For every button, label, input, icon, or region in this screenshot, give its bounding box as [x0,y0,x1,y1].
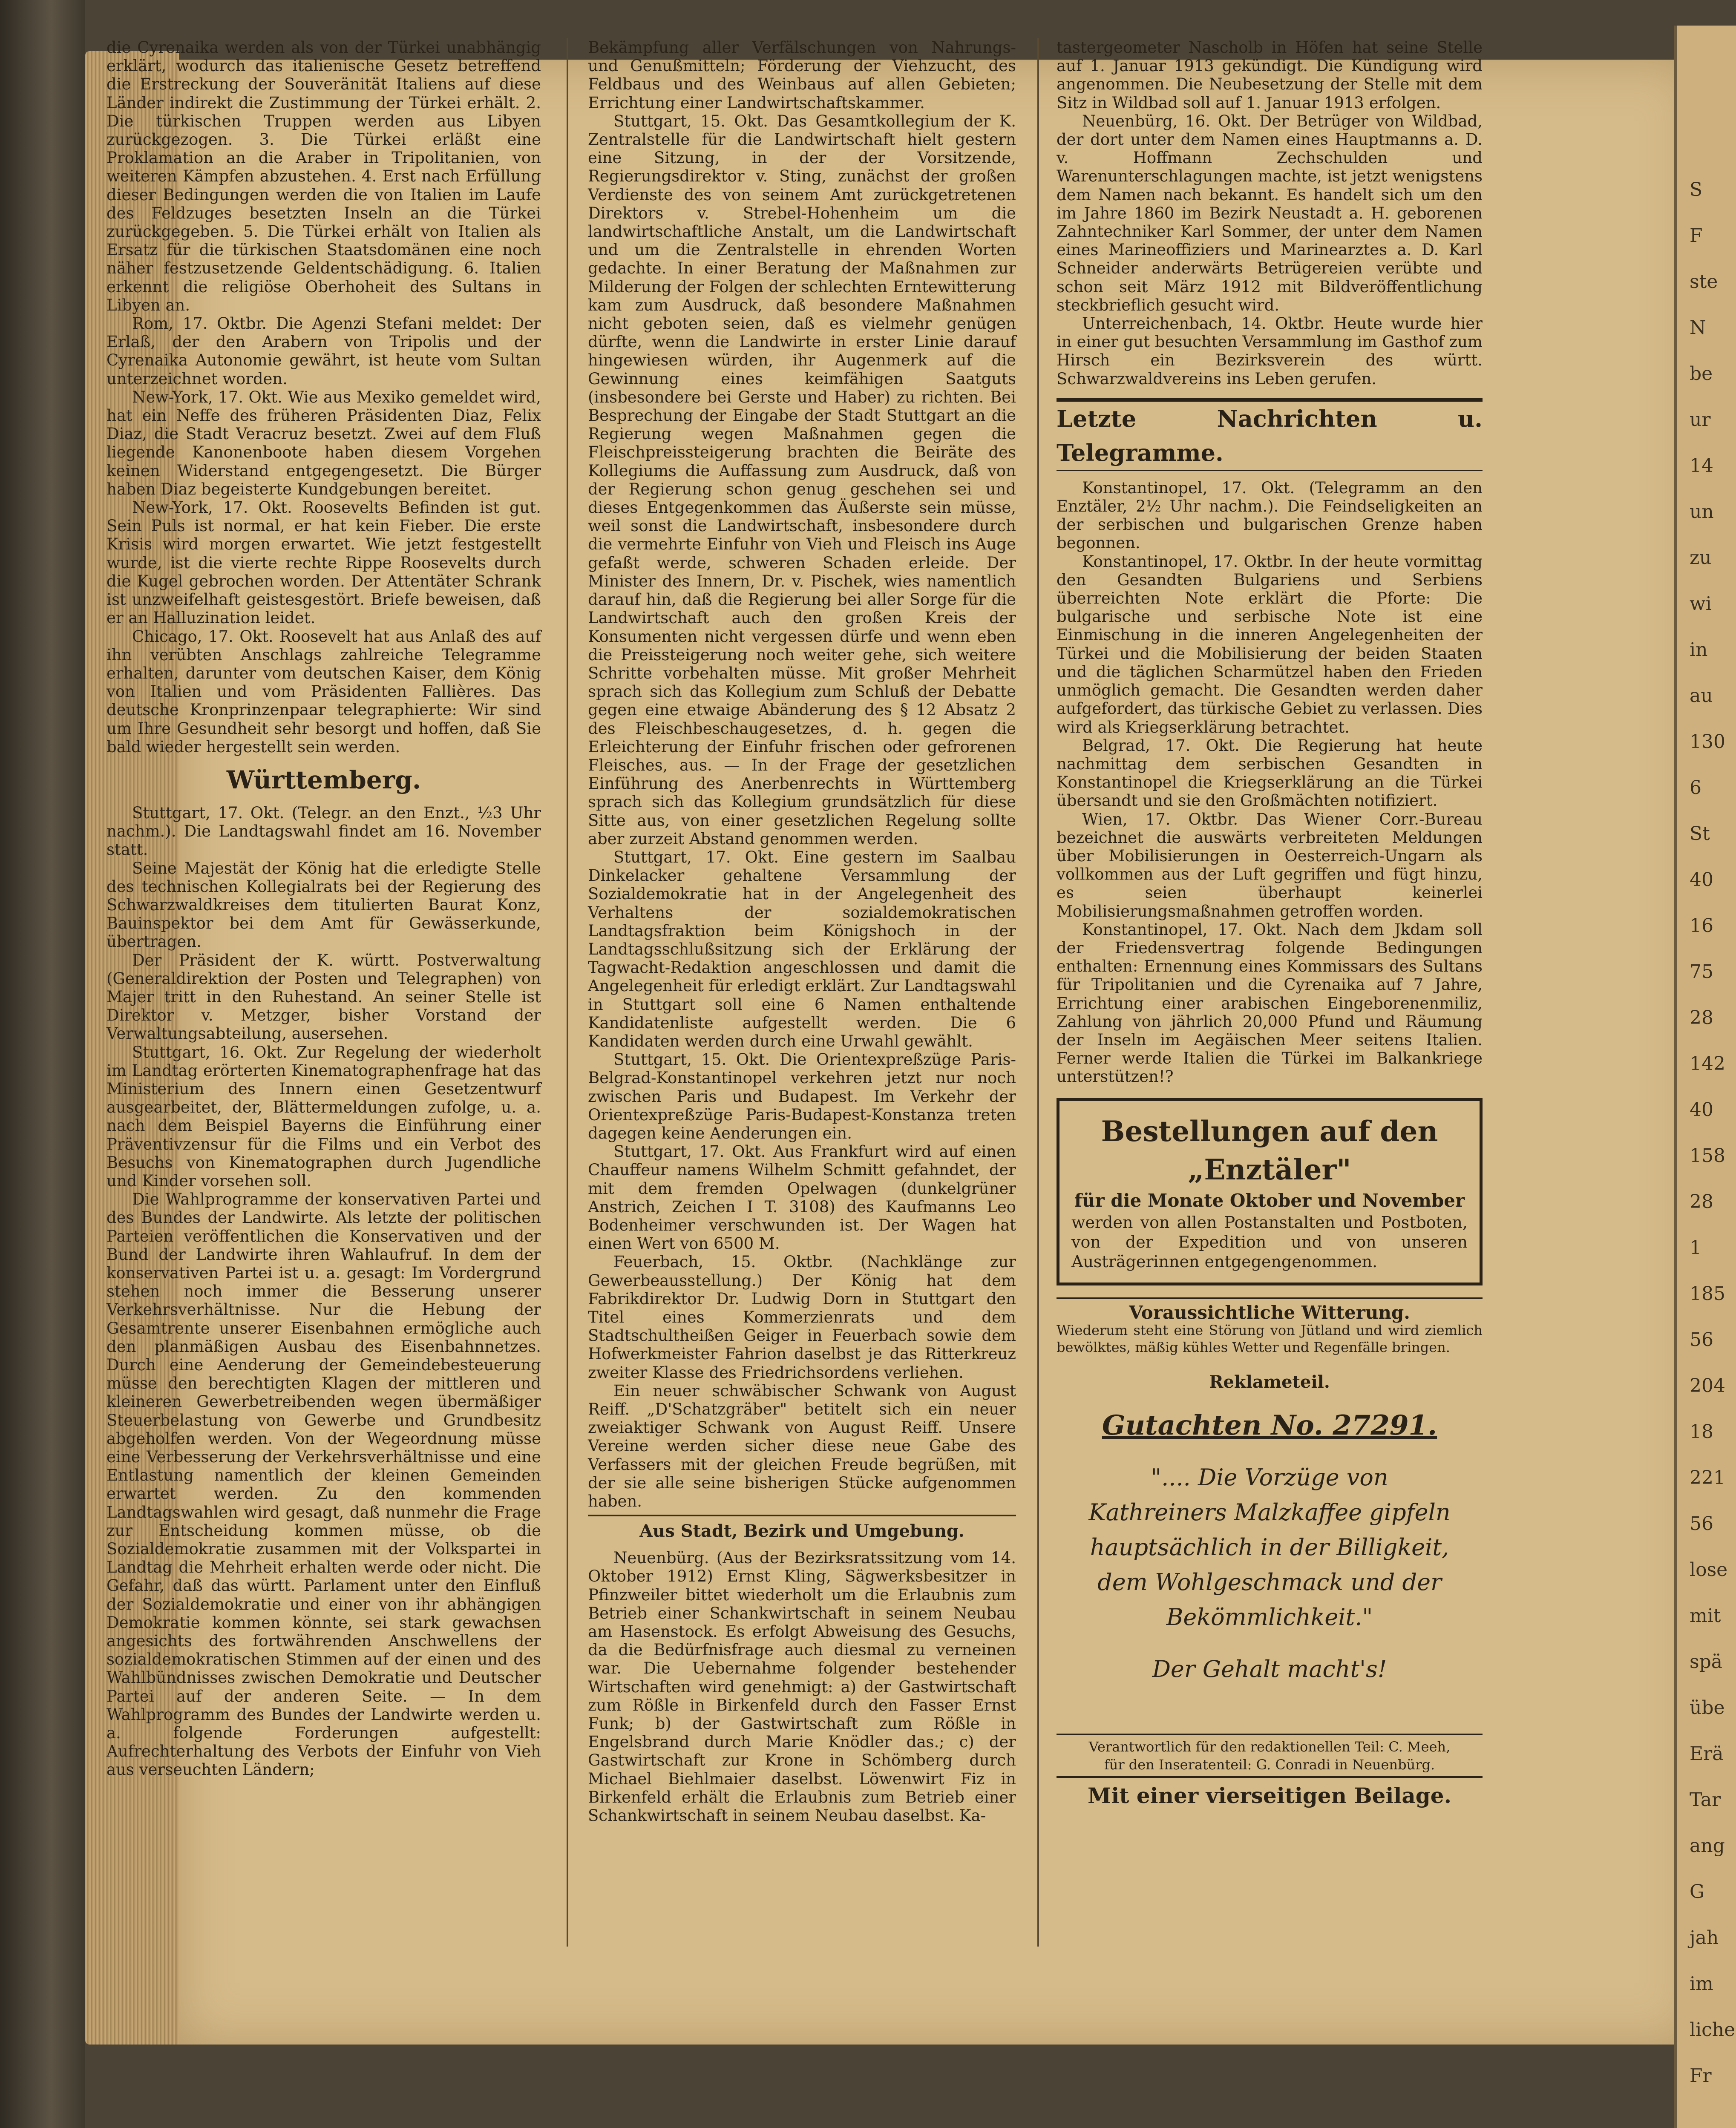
responsible-line: Verantwortlich für den redaktionellen Teil: C. Meeh, [1088,1738,1451,1755]
adjacent-page-fragment [1674,26,1736,2128]
fragment-text: au [1690,685,1713,707]
paragraph: Stuttgart, 17. Okt. Aus Frankfurt wird auf einen Chauffeur namens Wilhelm Schmitt gefahndet, der mit dem fremden Opelwagen (dunkelgrüner Anstrich, Zeichen I T. 3108) des Kaufmanns Leo Bodenheimer verschwunden ist. Der Wagen hat einen Wert von 6500 M. [588,1142,1016,1253]
handwritten-testimonial [1057,1408,1483,1687]
paragraph: Stuttgart, 15. Okt. Die Orientexpreßzüge Paris-Belgrad-Konstantinopel verkehren jetzt nur noch zwischen Paris und Budapest. Im Verkehr der Orientexpreßzüge Paris-Budapest-Konstanza treten dagegen keine Aenderungen ein. [588,1050,1016,1142]
section-heading-wuerttemberg: Württemberg. [226,765,421,794]
paragraph: New-York, 17. Okt. Wie aus Mexiko gemeldet wird, hat ein Neffe des früheren Präsidenten Diaz, Felix Diaz, die Stadt Veracruz besetzt. Zwei auf dem Fluß liegende Kanonenboote haben diesem Vorgehen keinen Widerstand entgegengesetzt. Die Bürger haben Diaz begeisterte Kundgebungen bereitet. [107,388,541,498]
paragraph: Stuttgart, 17. Okt. (Telegr. an den Enzt., ½3 Uhr nachm.). Die Landtagswahl findet am 16. November statt. [107,803,541,859]
subscription-ad [1057,1098,1483,1285]
book-binding [0,0,85,2128]
fragment-text: 185 [1690,1283,1725,1305]
fragment-text: 221 [1690,1467,1725,1489]
responsible-editors [1057,1734,1483,1778]
fragment-text: Tar [1690,1789,1721,1811]
paragraph: Wien, 17. Oktbr. Das Wiener Corr.-Bureau bezeichnet die auswärts verbreiteten Meldungen über Mobilisierungen in Oesterreich-Ungarn als vollkommen aus der Luft gegriffen und fügt hinzu, es seien überhaupt keinerlei Mobilisierungsmaßnahmen getroffen worden. [1057,810,1483,920]
fragment-text: 40 [1690,869,1713,891]
weather-title: Voraussichtliche Witterung. [1129,1302,1410,1323]
fragment-text: 75 [1690,961,1713,983]
fragment-text: in [1690,639,1708,661]
paragraph: Unterreichenbach, 14. Oktbr. Heute wurde hier in einer gut besuchten Versammlung im Gasthof zum Hirsch ein Bezirksverein des württ. Schwarzwaldvereins ins Leben gerufen. [1057,314,1483,388]
paragraph: Stuttgart, 16. Okt. Zur Regelung der wiederholt im Landtag erörterten Kinematographenfrage hat das Ministerium des Innern einen Gesetzentwurf ausgearbeitet, der, Blättermeldungen zufolge, u. a. nach dem Beispiel Bayerns die Einführung einer Präventivzensur für die Films und ein Verbot des Besuchs von Kinematographen durch Jugendliche und Kinder vorsehen soll. [107,1043,541,1190]
responsible-line: für den Inseratenteil: G. Conradi in Neuenbürg. [1104,1756,1435,1773]
fragment-text: spä [1690,1651,1722,1673]
supplement-note: Mit einer vierseitigen Beilage. [1088,1783,1451,1808]
column-rule [567,38,568,1947]
paragraph: Konstantinopel, 17. Okt. (Telegramm an den Enztäler, 2½ Uhr nachm.). Die Feindseligkeiten an der serbischen und bulgarischen Grenze haben begonnen. [1057,478,1483,552]
ad-subtitle: für die Monate Oktober und November [1074,1190,1465,1211]
fragment-text: ur [1690,409,1711,431]
paragraph: Seine Majestät der König hat die erledigte Stelle des technischen Kollegialrats bei der Regierung des Schwarzwaldkreises dem titulierten Baurat Konz, Bauinspektor bei dem Amt für Gewässerkunde, übertragen. [107,859,541,951]
column-3 [1057,38,1483,1808]
fragment-text: St [1690,823,1710,845]
paragraph: Ein neuer schwäbischer Schwank von August Reiff. „D'Schatzgräber" betitelt sich ein neuer zweiaktiger Schwank von August Reiff. Unsere Vereine werden sicher diese neue Gabe des Verfassers mit der gleichen Freude begrüßen, mit der sie alle seine bisherigen Stücke aufgenommen haben. [588,1381,1016,1511]
testimonial-line: Kathreiners Malzkaffee gipfeln [1088,1498,1451,1526]
fragment-text: Fr [1690,2065,1712,2087]
testimonial-line: hauptsächlich in der Billigkeit, [1090,1533,1449,1561]
fragment-text: be [1690,363,1713,385]
paragraph: Chicago, 17. Okt. Roosevelt hat aus Anlaß des auf ihn verübten Anschlags zahlreiche Telegramme erhalten, darunter vom deutschen Kaiser, dem König von Italien und vom Präsidenten Fallières. Das deutsche Kronprinzenpaar telegraphierte: Wir sind um Ihre Gesundheit sehr besorgt und hoffen, daß Sie bald wieder hergestellt sein werden. [107,627,541,756]
fragment-text: 56 [1690,1329,1713,1351]
column-3-top-paragraphs [1057,38,1483,388]
testimonial-line: ".... Die Vorzüge von [1151,1464,1388,1491]
fragment-text: 204 [1690,1375,1725,1397]
fragment-text: G [1690,1881,1705,1903]
column-2 [588,38,1016,1825]
fragment-text: 6 [1690,777,1701,799]
section-heading-stadt-bezirk: Aus Stadt, Bezirk und Umgebung. [588,1515,1016,1546]
column-2-top-paragraphs [588,38,1016,1510]
fragment-text: wi [1690,593,1712,615]
paragraph: New-York, 17. Okt. Roosevelts Befinden ist gut. Sein Puls ist normal, er hat kein Fieber. Die erste Krisis wird morgen erwartet. Wie jetzt festgestellt wurde, ist die vierte rechte Rippe Roosevelts durch die Kugel gebrochen worden. Der Attentäter Schrank ist unzweifelhaft geistesgestört. Briefe beweisen, daß er an Halluzination leidet. [107,498,541,627]
advertising-section-label: Reklameteil. [1209,1372,1330,1392]
testimonial-line: dem Wohlgeschmack und der [1097,1568,1442,1596]
fragment-text: ste [1690,271,1718,293]
fragment-text: 18 [1690,1421,1713,1443]
weather-forecast [1057,1297,1483,1356]
latest-news-heading: Letzte Nachrichten u. Telegramme. [1057,398,1483,471]
paragraph: Bekämpfung aller Verfälschungen von Nahrungs- und Genußmitteln; Förderung der Viehzucht, des Feldbaus und des Weinbaus auf allen Gebieten; Errichtung einer Landwirtschaftskammer. [588,38,1016,112]
fragment-text: lose [1690,1559,1728,1581]
testimonial-title: Gutachten No. 27291. [1102,1409,1437,1441]
ad-body: werden von allen Postanstalten und Postboten, von der Expedition und von unseren Austrägerinnen entgegengenommen. [1071,1213,1468,1271]
fragment-text: 1 [1690,1237,1701,1259]
paragraph: Feuerbach, 15. Oktbr. (Nachklänge zur Gewerbeausstellung.) Der König hat dem Fabrikdirektor Dr. Ludwig Dorn in Stuttgart den Titel eines Kommerzienrats und dem Stadtschultheißen Geiger in Feuerbach sowie dem Hofwerkmeister Fahrion daselbst je das Ritterkreuz zweiter Klasse des Friedrichsordens verliehen. [588,1253,1016,1382]
paragraph: Neuenbürg. (Aus der Bezirksratssitzung vom 14. Oktober 1912) Ernst Kling, Sägwerksbesitzer in Pfinzweiler bittet wiederholt um die Erlaubnis zum Betrieb einer Schankwirtschaft in seinem Neubau am Hasenstock. Es erfolgt Abweisung des Gesuchs, da die Bedürfnisfrage auch diesmal zu verneinen war. Die Uebernahme folgender bestehender Wirtschaften wird genehmigt: a) der Gastwirtschaft zum Rößle in Birkenfeld durch den Fasser Ernst Funk; b) der Gastwirtschaft zum Rößle in Engelsbrand durch Marie Knödler das.; c) der Gastwirtschaft zur Krone in Schömberg durch Michael Biehlmaier daselbst. Löwenwirt Fiz in Birkenfeld erhält die Erlaubnis zum Betrieb einer Schankwirtschaft in seinem Neubau daselbst. Ka- [588,1549,1016,1825]
fragment-text: zu [1690,547,1712,569]
fragment-text: im [1690,1973,1713,1995]
testimonial-line: Bekömmlichkeit." [1166,1603,1373,1631]
weather-body: Wiederum steht eine Störung von Jütland und wird ziemlich bewölktes, mäßig kühles Wetter und Regenfälle bringen. [1057,1322,1483,1355]
paragraph: tastergeometer Nascholb in Höfen hat seine Stelle auf 1. Januar 1913 gekündigt. Die Kündigung wird angenommen. Die Neubesetzung der Stelle mit dem Sitz in Wildbad soll auf 1. Januar 1913 erfolgen. [1057,38,1483,112]
fragment-text: un [1690,501,1714,523]
column-1-bottom-paragraphs [107,804,541,1779]
testimonial-lines [1057,1460,1483,1687]
fragment-text: ang [1690,1835,1725,1857]
testimonial-line [1057,1635,1483,1652]
fragment-text: 16 [1690,915,1713,937]
column-1-top-paragraphs [107,38,541,756]
paragraph: Die Wahlprogramme der konservativen Partei und des Bundes der Landwirte. Als letzte der politischen Parteien veröffentlichen die Konservativen und der Bund der Landwirte ihren Wahlaufruf. In dem der konservativen Partei ist u. a. gesagt: Im Vordergrund stehen noch immer die Besserung unserer Verkehrsverhältnisse. Nur die Hebung der Gesamtrente unserer Eisenbahnen ermögliche auch den planmäßigen Ausbau des Eisenbahnnetzes. Durch eine Aenderung der Gemeindebesteuerung müsse den berechtigten Klagen der mittleren und kleineren Gewerbetreibenden wegen übermäßiger Steuerbelastung von Gewerbe und Grundbesitz abgeholfen werden. Von der Wegeordnung müsse eine Verbesserung der Verkehrsverhältnisse und eine Entlastung namentlich der kleinen Gemeinden erwartet werden. Zu den kommenden Landtagswahlen wird gesagt, daß nunmehr die Frage zur Entscheidung kommen müsse, ob die Sozialdemokratie zusammen mit der Volkspartei in Landtag die Mehrheit erhalten werde oder nicht. Die Gefahr, daß das württ. Parlament unter den Einfluß der Sozialdemokratie und einer von ihr abhängigen Demokratie kommen könnte, sei stark gewachsen angesichts des fortwährenden Anschwellens der sozialdemokratischen Stimmen auf der einen und des Wahlbündnisses zwischen Demokratie und Deutscher Partei auf der anderen Seite. — In dem Wahlprogramm des Bundes der Landwirte werden u. a. folgende Forderungen aufgestellt: Aufrechterhaltung des Verbots der Einfuhr von Vieh aus verseuchten Ländern; [107,1190,541,1779]
fragment-text: 28 [1690,1007,1713,1029]
paragraph: die Cyrenaika werden als von der Türkei unabhängig erklärt, wodurch das italienische Gesetz betreffend die Erstreckung der Souveränität Italiens auf diese Länder indirekt die Zustimmung der Türkei erhält. 2. Die türkischen Truppen werden aus Libyen zurückgezogen. 3. Die Türkei erläßt eine Proklamation an die Araber in Tripolitanien, von weiteren Kämpfen abzustehen. 4. Erst nach Erfüllung dieser Bedingungen werden die von Italien im Laufe des Feldzuges besetzten Inseln an die Türkei zurückgegeben. 5. Die Türkei erhält von Italien als Ersatz für die türkischen Staatsdomänen eine noch näher festzusetzende Geldentschädigung. 6. Italien erkennt die religiöse Oberhoheit des Sultans in Libyen an. [107,38,541,314]
fragment-text: 142 [1690,1053,1725,1075]
fragment-text: 14 [1690,455,1713,477]
latest-news-paragraphs [1057,479,1483,1086]
fragment-text: F [1690,225,1703,247]
fragment-text: übe [1690,1697,1725,1719]
column-rule [1037,38,1039,1947]
paragraph: Der Präsident der K. württ. Postverwaltung (Generaldirektion der Posten und Telegraphen) von Majer tritt in den Ruhestand. An seiner Stelle ist Direktor v. Metzger, bisher Vorstand der Verwaltungsabteilung, ausersehen. [107,951,541,1043]
fragment-text: N [1690,317,1706,339]
fragment-text: liche [1690,2019,1736,2041]
fragment-text: 28 [1690,1191,1713,1213]
fragment-text: 158 [1690,1145,1725,1167]
fragment-text: 40 [1690,1099,1713,1121]
paragraph: Konstantinopel, 17. Okt. Nach dem Jkdam soll der Friedensvertrag folgende Bedingungen enthalten: Ernennung eines Kommissars des Sultans für Tripolitanien und die Cyrenaika auf 7 Jahre, Errichtung einer arabischen Eingeborenenmiliz, Zahlung von jährlich 20,000 Pfund und Räumung der Inseln im Aegäischen Meer seitens Italien. Ferner werde Italien die Türkei im Balkankriege unterstützen!? [1057,920,1483,1086]
paragraph: Stuttgart, 17. Okt. Eine gestern im Saalbau Dinkelacker gehaltene Versammlung der Sozialdemokratie hat in der Angelegenheit des Verhaltens der sozialdemokratischen Landtagsfraktion beim Königshoch in der Landtagsschlußsitzung sich der Erklärung der Tagwacht-Redaktion angeschlossen und damit die Angelegenheit für erledigt erklärt. Zur Landtagswahl in Stuttgart soll eine 6 Namen enthaltende Kandidatenliste aufgestellt werden. Die 6 Kandidaten werden durch eine Urwahl gewählt. [588,848,1016,1050]
paragraph: Neuenbürg, 16. Okt. Der Betrüger von Wildbad, der dort unter dem Namen eines Hauptmanns a. D. v. Hoffmann Zechschulden und Warenunterschlagungen machte, ist jetzt wenigstens dem Namen nach bekannt. Es handelt sich um den im Jahre 1860 im Bezirk Neustadt a. H. geborenen Zahntechniker Karl Sommer, der unter dem Namen eines Marineoffiziers und Marinearztes a. D. Karl Schneider anderwärts Betrügereien verübte und schon seit März 1912 mit Bildveröffentlichung steckbrieflich gesucht wird. [1057,112,1483,314]
paragraph: Stuttgart, 15. Okt. Das Gesamtkollegium der K. Zentralstelle für die Landwirtschaft hielt gestern eine Sitzung, in der der Vorsitzende, Regierungsdirektor v. Sting, zunächst der großen Verdienste des von seinem Amt zurückgetretenen Direktors v. Strebel-Hohenheim um die landwirtschaftliche Anstalt, um die Landwirtschaft und um die Zentralstelle in ehrenden Worten gedachte. In einer Beratung der Maßnahmen zur Milderung der Folgen der schlechten Erntewitterung kam zum Ausdruck, daß besondere Maßnahmen nicht geboten seien, daß es vielmehr genügen dürfte, wenn die Landwirte in erster Linie darauf hingewiesen würden, ihr Augenmerk auf die Gewinnung eines keimfähigen Saatguts (insbesondere bei Gerste und Haber) zu richten. Bei Besprechung der Eingabe der Stadt Stuttgart an die Regierung wegen Maßnahmen gegen die Fleischpreissteigerung brachten die Beiräte des Kollegiums die Auffassung zum Ausdruck, daß von der Regierung schon genug geschehen sei und dieses Entgegenkommen das Äußerste sein müsse, weil sonst die Landwirtschaft, insbesondere durch die vermehrte Einfuhr von Vieh und Fleisch ins Auge gefaßt werde, schweren Schaden erleide. Der Minister des Innern, Dr. v. Pischek, wies namentlich darauf hin, daß die Regierung bei aller Sorge für die Landwirtschaft auch den großen Kreis der Konsumenten nicht vergessen dürfe und wenn eben die Preissteigerung noch weiter gehe, sich weitere Schritte vorbehalten müsse. Mit großer Mehrheit sprach sich das Kollegium zum Schluß der Debatte gegen eine etwaige Abänderung des § 12 Absatz 2 des Fleischbeschaugesetzes, d. h. gegen die Erleichterung der Einfuhr frischen oder gefrorenen Fleisches, aus. — In der Frage der gesetzlichen Einführung des Anerbenrechts in Württemberg sprach sich das Kollegium grundsätzlich für diese Sitte aus, von einer gesetzlichen Regelung sollte aber zurzeit Abstand genommen werden. [588,112,1016,848]
paragraph: Konstantinopel, 17. Oktbr. In der heute vormittag den Gesandten Bulgariens und Serbiens überreichten Note erklärt die Pforte: Die bulgarische und serbische Note ist eine Einmischung in die inneren Angelegenheiten der Türkei und die Mobilisierung der beiden Staaten und die täglichen Scharmützel haben den Frieden unmöglich gemacht. Die Gesandten werden daher aufgefordert, das türkische Gebiet zu verlassen. Dies wird als Kriegserklärung betrachtet. [1057,552,1483,736]
fragment-text: jah [1690,1927,1719,1949]
fragment-text: mit [1690,1605,1721,1627]
testimonial-line: Der Gehalt macht's! [1152,1655,1387,1682]
paragraph: Rom, 17. Oktbr. Die Agenzi Stefani meldet: Der Erlaß, der den Arabern von Tripolis und der Cyrenaika Autonomie gewährt, ist heute vom Sultan unterzeichnet worden. [107,314,541,388]
fragment-text: 56 [1690,1513,1713,1535]
fragment-text: Erä [1690,1743,1724,1765]
paragraph: Belgrad, 17. Okt. Die Regierung hat heute nachmittag dem serbischen Gesandten in Konstantinopel die Kriegserklärung an die Türkei übersandt und sie den Großmächten notifiziert. [1057,736,1483,810]
fragment-text: 130 [1690,731,1725,753]
fragment-text: S [1690,179,1703,201]
column-1 [107,38,541,1779]
column-2-bottom-paragraphs [588,1549,1016,1825]
ad-title: Bestellungen auf den „Enztäler" [1101,1114,1438,1186]
